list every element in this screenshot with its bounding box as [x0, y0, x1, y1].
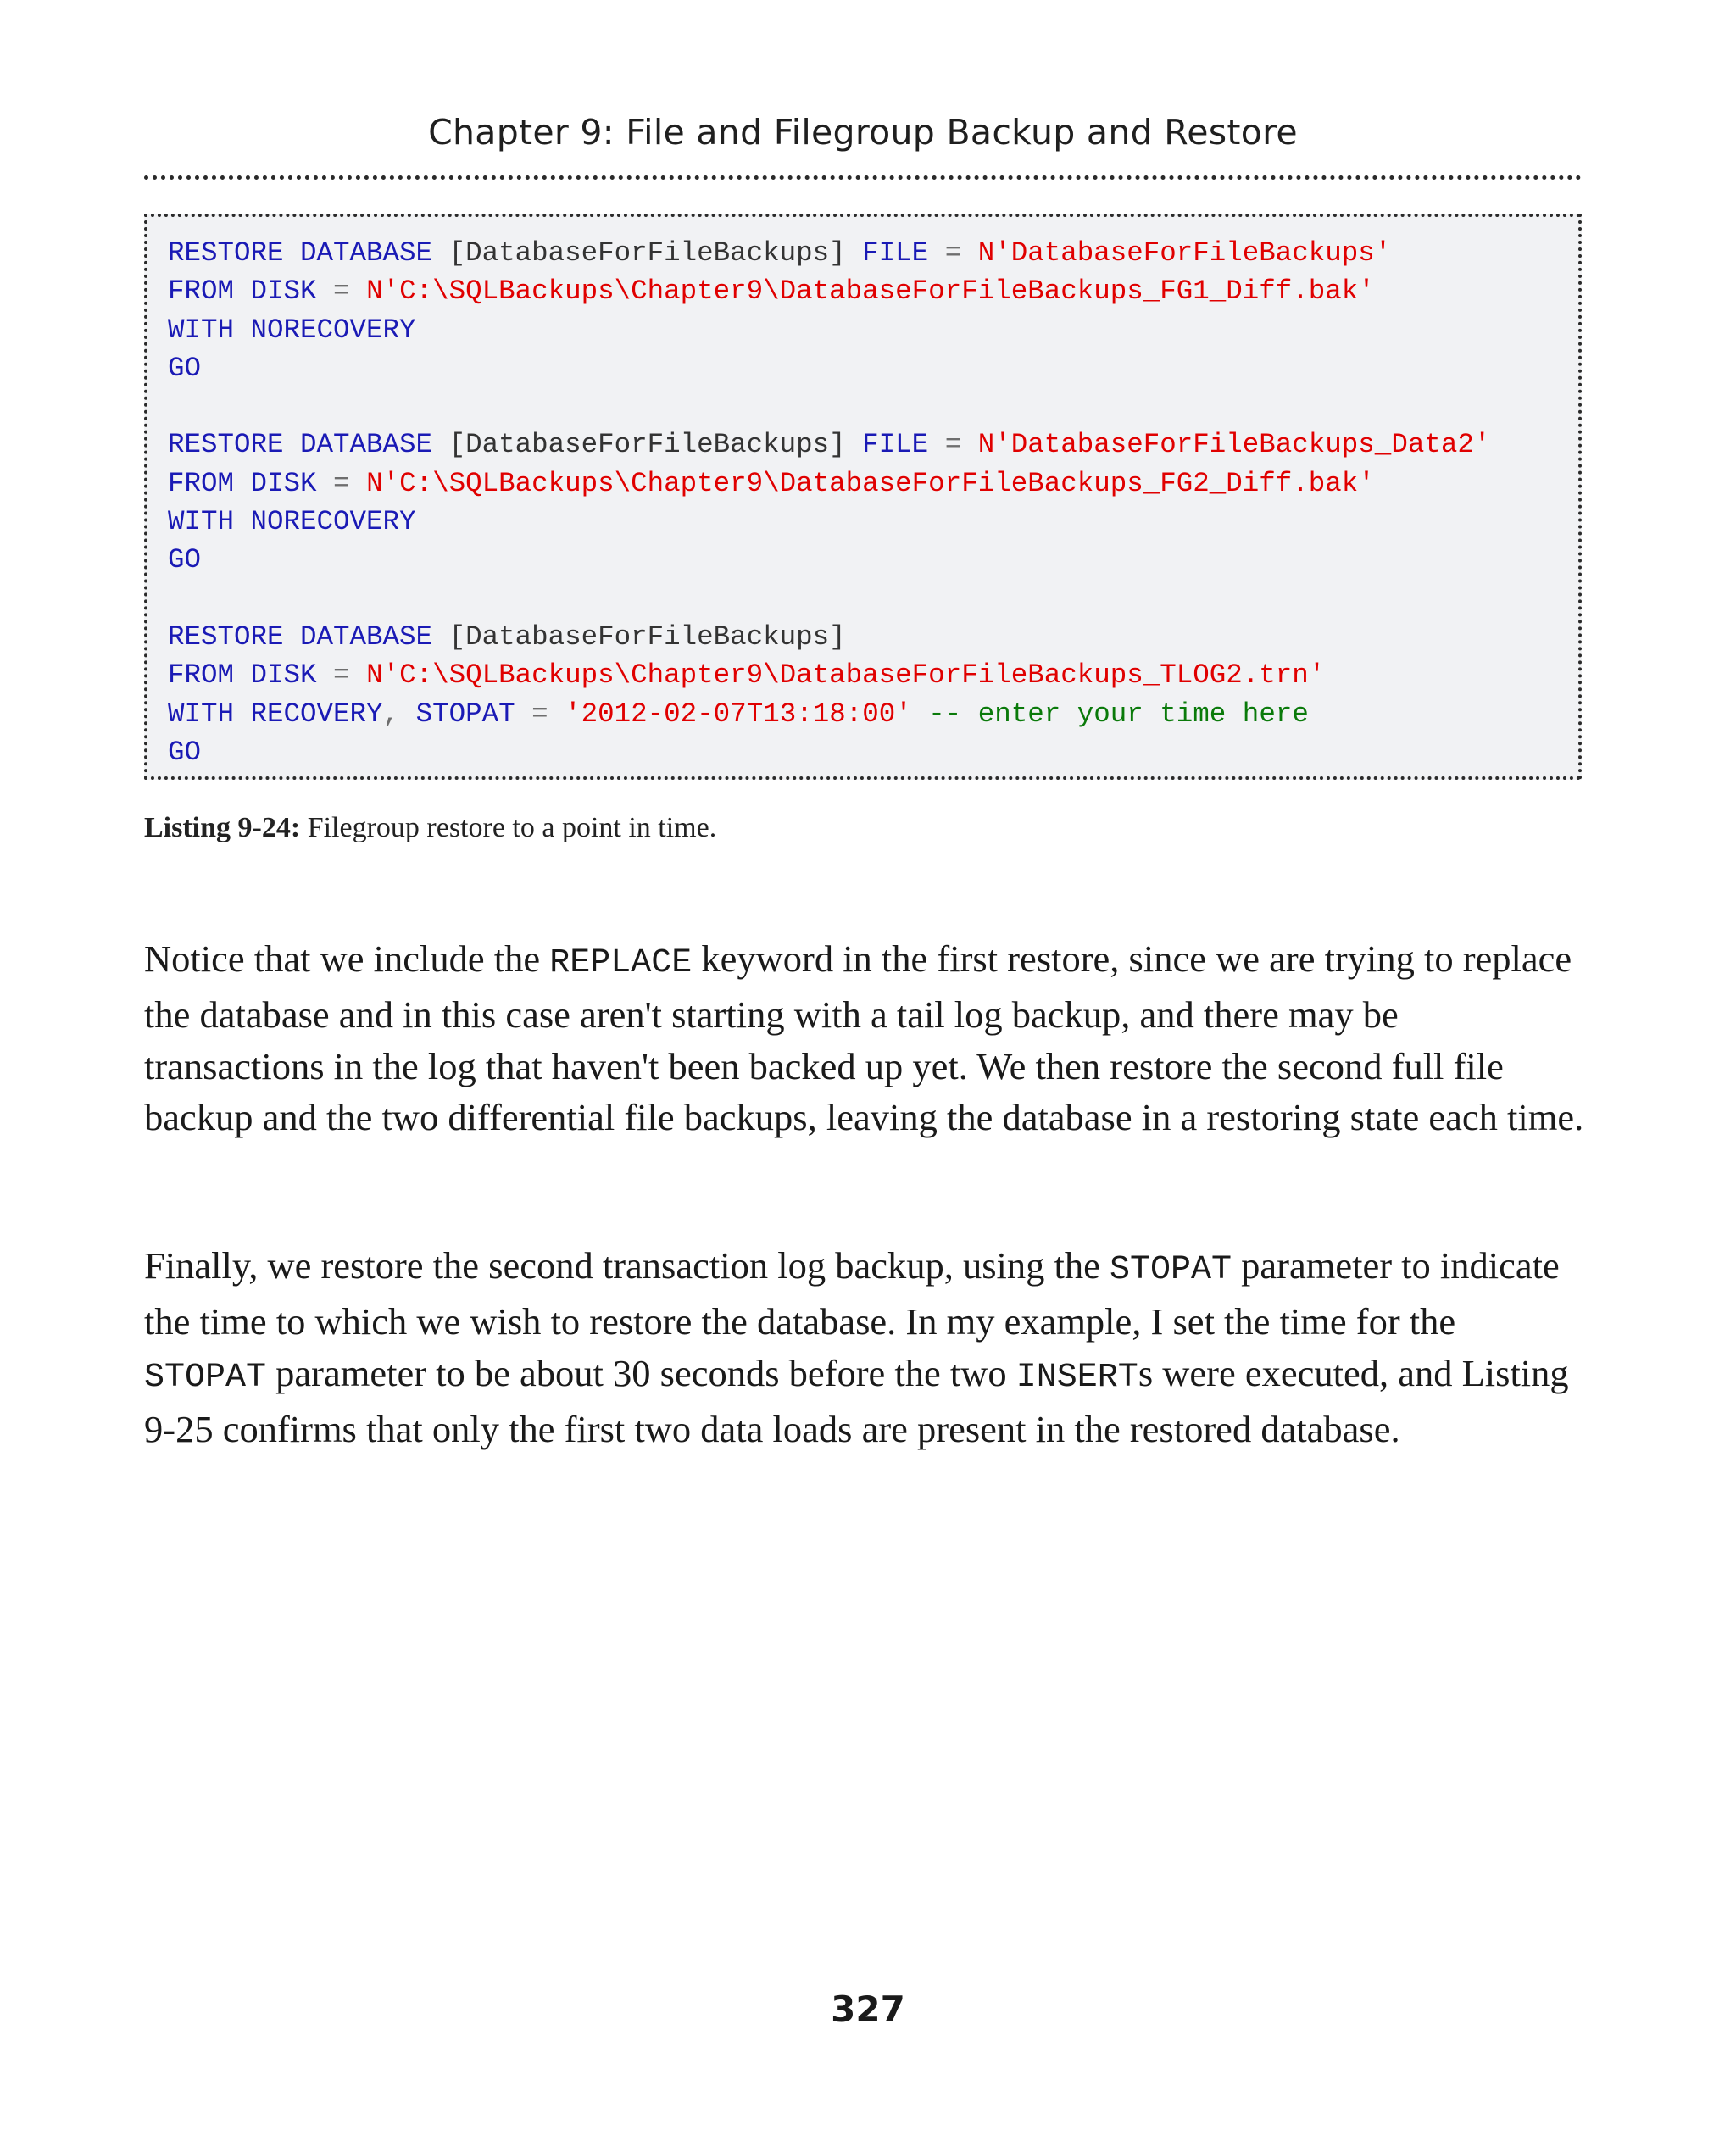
chapter-title: Chapter 9: File and Filegroup Backup and Restore — [428, 112, 1298, 153]
caption-label: Listing 9-24: — [144, 812, 301, 843]
code-operator: = — [944, 237, 962, 269]
code-identifier: [DatabaseForFileBackups] — [448, 237, 846, 269]
code-keyword: WITH NORECOVERY — [168, 314, 416, 346]
code-line — [168, 349, 1578, 387]
code-string: N'C:\SQLBackups\Chapter9\DatabaseForFileBackups_TLOG2.trn' — [366, 659, 1326, 692]
code-punctuation: , — [382, 698, 400, 730]
code-string: '2012-02-07T13:18:00' — [565, 698, 912, 730]
code-line — [168, 618, 1578, 656]
code-blank-line — [168, 387, 1578, 425]
paragraph-text: parameter to indicate the time to which we wish to restore the database. In my example, I set the time for the — [144, 1244, 1560, 1343]
code-line — [168, 695, 1578, 733]
code-line — [168, 311, 1578, 349]
code-operator: = — [333, 659, 350, 692]
code-operator: = — [531, 698, 548, 730]
listing-caption — [144, 812, 716, 844]
code-operator: = — [333, 467, 350, 499]
code-keyword: GO — [168, 544, 202, 576]
code-keyword: FROM DISK — [168, 659, 317, 692]
code-operator: = — [333, 275, 350, 308]
header-divider — [144, 175, 1582, 180]
paragraph-text: s were executed, and Listing 9-25 confirms that only the first two data loads are present in the restored database. — [144, 1351, 1569, 1451]
code-line — [168, 464, 1578, 503]
code-line — [168, 733, 1578, 771]
code-identifier: [DatabaseForFileBackups] — [448, 620, 846, 653]
code-keyword: FILE — [862, 429, 929, 461]
code-line — [168, 541, 1578, 579]
code-line — [168, 425, 1578, 464]
code-keyword: STOPAT — [415, 698, 515, 730]
code-keyword: GO — [168, 736, 202, 768]
paragraph-text: keyword in the first restore, since we are trying to replace the database and in this case aren't starting with a tail log backup, and there may be transactions in the log that haven't been backed up yet. We then restore the second full file backup and the two differential file backups, leaving the database in a restoring state each time. — [144, 937, 1584, 1139]
page-number: 327 — [831, 1988, 905, 2030]
code-keyword: FILE — [862, 237, 929, 269]
code-operator: = — [944, 429, 962, 461]
body-paragraph — [144, 933, 1585, 1143]
paragraph-text: Finally, we restore the second transaction log backup, using the — [144, 1244, 1110, 1287]
caption-text: Filegroup restore to a point in time. — [307, 812, 717, 843]
code-string: N'DatabaseForFileBackups' — [977, 237, 1392, 269]
code-line — [168, 234, 1578, 272]
code-string: N'DatabaseForFileBackups_Data2' — [977, 429, 1491, 461]
code-keyword: GO — [168, 352, 202, 384]
inline-code: REPLACE — [549, 944, 693, 982]
body-paragraph — [144, 1240, 1585, 1455]
code-blank-line — [168, 580, 1578, 618]
paragraph-text: Notice that we include the — [144, 937, 550, 980]
code-keyword: WITH RECOVERY — [168, 698, 383, 730]
code-line — [168, 656, 1578, 694]
inline-code: INSERT — [1015, 1358, 1138, 1397]
code-keyword: RESTORE DATABASE — [168, 237, 433, 269]
code-keyword: RESTORE DATABASE — [168, 620, 433, 653]
code-line — [168, 503, 1578, 541]
code-keyword: RESTORE DATABASE — [168, 429, 433, 461]
inline-code: STOPAT — [144, 1358, 267, 1397]
code-keyword: WITH NORECOVERY — [168, 506, 416, 538]
code-string: N'C:\SQLBackups\Chapter9\DatabaseForFileBackups_FG1_Diff.bak' — [366, 275, 1375, 308]
inline-code: STOPAT — [1110, 1251, 1232, 1289]
code-identifier: [DatabaseForFileBackups] — [448, 429, 846, 461]
code-comment: -- enter your time here — [928, 698, 1309, 730]
code-listing — [144, 214, 1582, 780]
code-line — [168, 272, 1578, 310]
code-string: N'C:\SQLBackups\Chapter9\DatabaseForFileBackups_FG2_Diff.bak' — [366, 467, 1375, 499]
paragraph-text: parameter to be about 30 seconds before the two — [266, 1351, 1016, 1394]
code-keyword: FROM DISK — [168, 275, 317, 308]
code-keyword: FROM DISK — [168, 467, 317, 499]
